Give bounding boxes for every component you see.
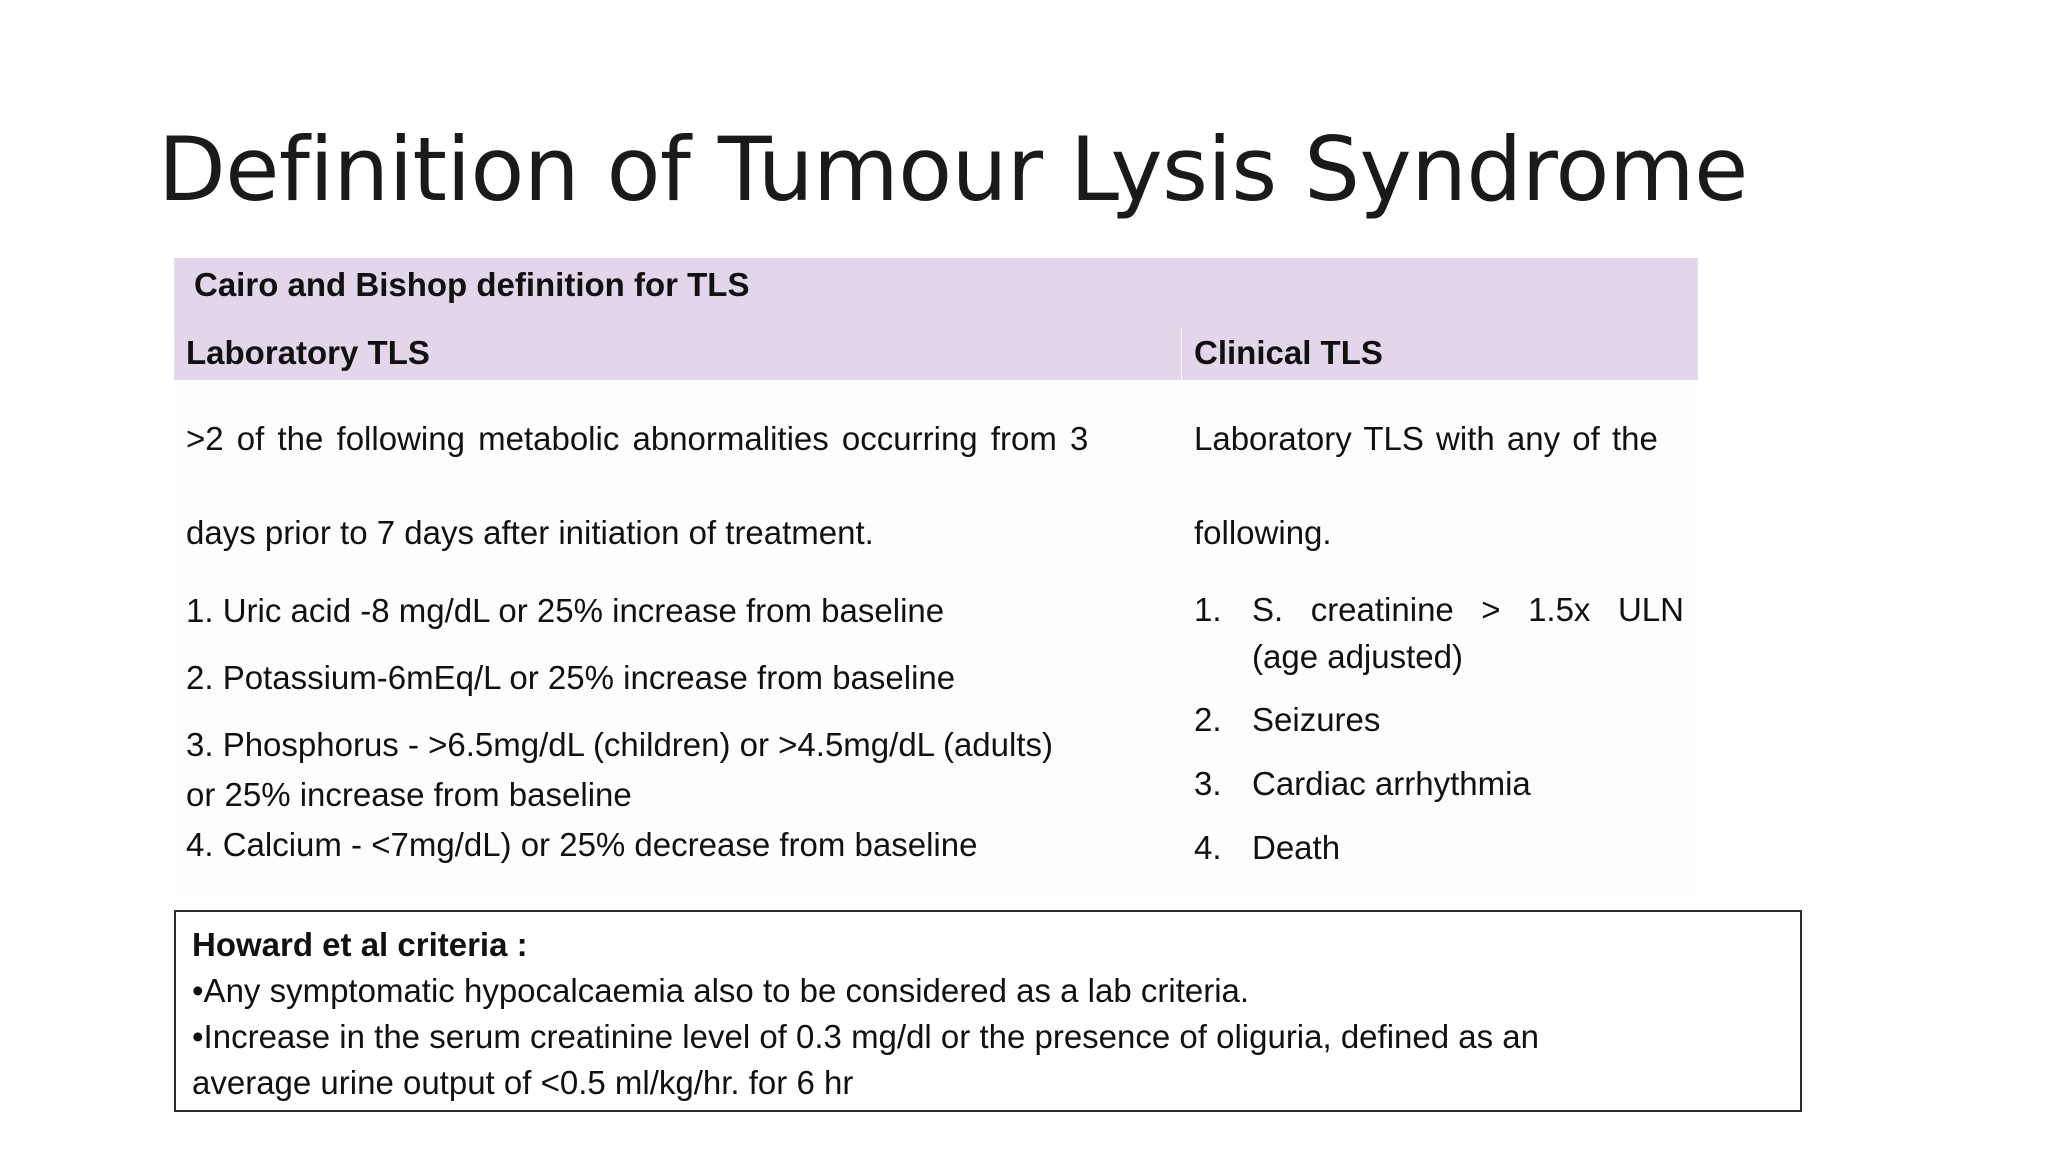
howard-line-1: •Any symptomatic hypocalcaemia also to be considered as a lab criteria. xyxy=(192,972,1250,1009)
howard-criteria-box xyxy=(174,910,1802,1112)
list-item: 1. Uric acid -8 mg/dL or 25% increase from baseline xyxy=(186,592,945,629)
list-item-number: 4. xyxy=(1194,829,1222,866)
list-item-word: S. xyxy=(1252,591,1284,628)
list-item-number: 2. xyxy=(1194,701,1222,738)
laboratory-intro-line-1: >2 of the following metabolic abnormalities occurring from 3 xyxy=(186,420,1089,457)
list-item-word: 1.5x xyxy=(1528,591,1591,628)
slide-title: Definition of Tumour Lysis Syndrome xyxy=(158,118,1748,221)
list-item-text: Cardiac arrhythmia xyxy=(1252,765,1531,802)
list-item-continuation: or 25% increase from baseline xyxy=(186,776,632,813)
column-header-laboratory: Laboratory TLS xyxy=(186,334,430,371)
howard-line-2: •Increase in the serum creatinine level of 0.3 mg/dl or the presence of oliguria, defined as an xyxy=(192,1018,1539,1055)
howard-line-3: average urine output of <0.5 ml/kg/hr. for 6 hr xyxy=(192,1064,854,1101)
tls-definition-table xyxy=(174,258,1698,898)
clinical-intro-line-2: following. xyxy=(1194,514,1332,551)
clinical-intro-line-1: Laboratory TLS with any of the xyxy=(1194,420,1658,457)
table-header-title: Cairo and Bishop definition for TLS xyxy=(194,266,750,303)
laboratory-intro-line-2: days prior to 7 days after initiation of treatment. xyxy=(186,514,874,551)
list-item-word: ULN xyxy=(1617,591,1684,628)
column-header-clinical: Clinical TLS xyxy=(1194,334,1383,371)
list-item: 4. Calcium - <7mg/dL) or 25% decrease from baseline xyxy=(186,826,978,863)
list-item-word: creatinine xyxy=(1310,591,1454,628)
list-item-word: > xyxy=(1481,591,1501,628)
howard-heading: Howard et al criteria : xyxy=(192,926,528,963)
list-item-text: Death xyxy=(1252,829,1341,866)
list-item-line-2: (age adjusted) xyxy=(1252,638,1463,675)
list-item: 3. Phosphorus - >6.5mg/dL (children) or >4.5mg/dL (adults) xyxy=(186,726,1054,763)
list-item-number: 3. xyxy=(1194,765,1222,802)
column-divider xyxy=(1181,328,1182,380)
list-item: 2. Potassium-6mEq/L or 25% increase from baseline xyxy=(186,659,956,696)
list-item-number: 1. xyxy=(1194,591,1222,628)
list-item-text: Seizures xyxy=(1252,701,1381,738)
